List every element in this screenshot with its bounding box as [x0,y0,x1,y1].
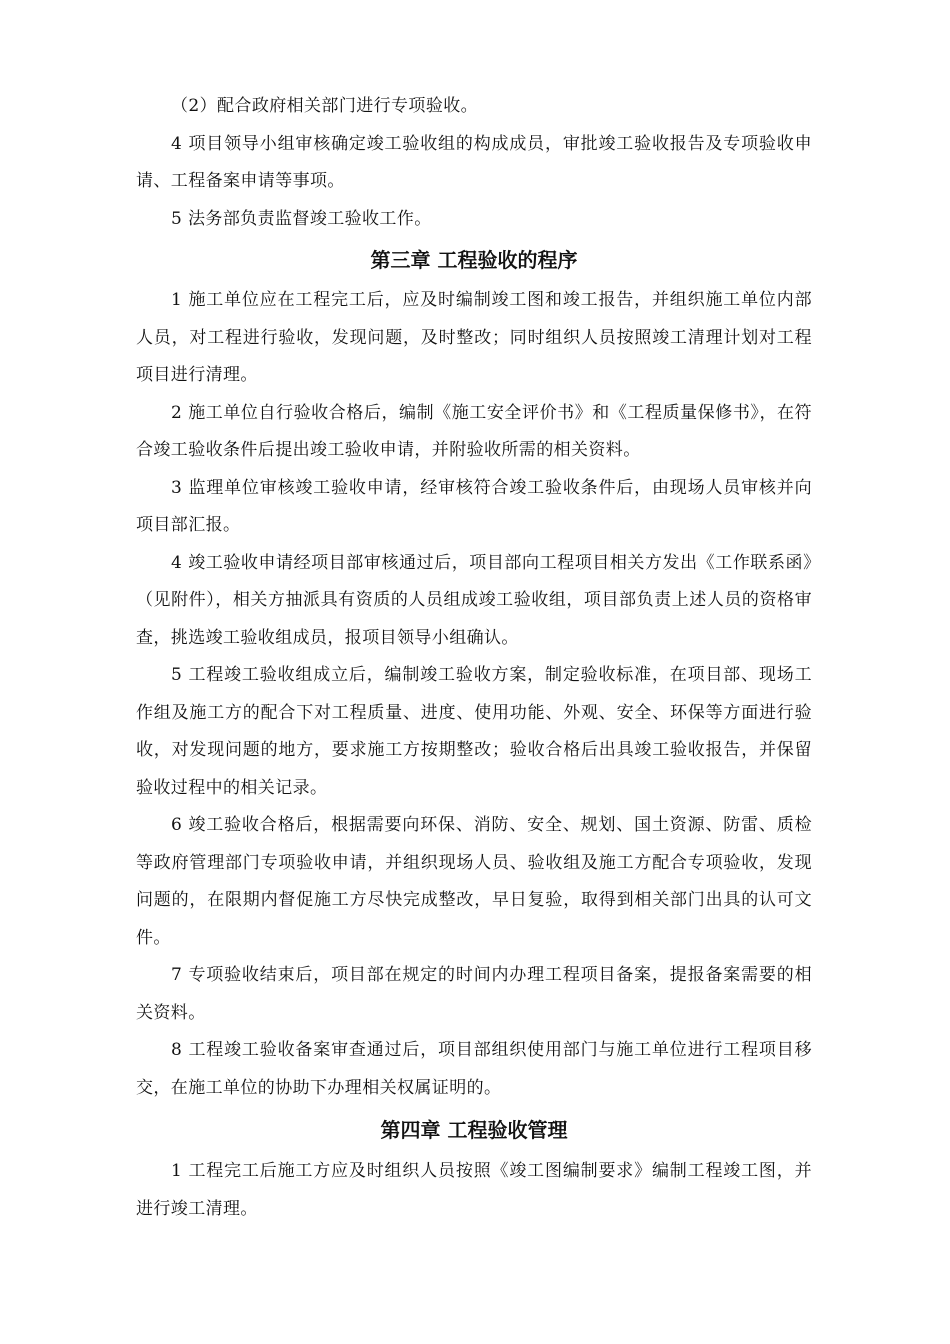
chapter-4-title: 第四章 工程验收管理 [380,1118,568,1142]
chapter-3-paragraph-7: 7 专项验收结束后，项目部在规定的时间内办理工程项目备案，提报备案需要的相关资料。 [136,965,812,1023]
chapter-3-paragraph-2: 2 施工单位自行验收合格后，编制《施工安全评价书》和《工程质量保修书》，在符合竣工验收条件后提出竣工验收申请，并附验收所需的相关资料。 [136,402,812,460]
chapter-3-paragraph-5: 5 工程竣工验收组成立后，编制竣工验收方案，制定验收标准，在项目部、现场工作组及施工方的配合下对工程质量、进度、使用功能、外观、安全、环保等方面进行验收，对发现问题的地方，要求施工方按期整改；验收合格后出具竣工验收报告，并保留验收过程中的相关记录。 [136,665,812,798]
intro-paragraph-3: 5 法务部负责监督竣工验收工作。 [171,208,432,229]
intro-paragraph-1: （2）配合政府相关部门进行专项验收。 [171,96,479,116]
intro-paragraph-2: 4 项目领导小组审核确定竣工验收组的构成成员，审批竣工验收报告及专项验收申请、工程备案申请等事项。 [136,133,812,191]
chapter-3-paragraph-8: 8 工程竣工验收备案审查通过后，项目部组织使用部门与施工单位进行工程项目移交，在施工单位的协助下办理相关权属证明的。 [136,1040,812,1098]
document-page [136,88,812,1228]
chapter-3-title: 第三章 工程验收的程序 [370,248,578,272]
chapter-3-paragraph-6: 6 竣工验收合格后，根据需要向环保、消防、安全、规划、国土资源、防雷、质检等政府管理部门专项验收申请，并组织现场人员、验收组及施工方配合专项验收，发现问题的，在限期内督促施工方尽快完成整改，早日复验，取得到相关部门出具的认可文件。 [136,815,812,948]
chapter-3-paragraph-4: 4 竣工验收申请经项目部审核通过后，项目部向工程项目相关方发出《工作联系函》（见附件），相关方抽派具有资质的人员组成竣工验收组，项目部负责上述人员的资格审查，挑选竣工验收组成员，报项目领导小组确认。 [136,552,812,648]
chapter-3-paragraph-3: 3 监理单位审核竣工验收申请，经审核符合竣工验收条件后，由现场人员审核并向项目部汇报。 [136,477,812,535]
chapter-3-paragraph-1: 1 施工单位应在工程完工后，应及时编制竣工图和竣工报告，并组织施工单位内部人员，对工程进行验收，发现问题，及时整改；同时组织人员按照竣工清理计划对工程项目进行清理。 [136,290,812,385]
chapter-4-paragraph-1: 1 工程完工后施工方应及时组织人员按照《竣工图编制要求》编制工程竣工图，并进行竣工清理。 [136,1161,812,1219]
